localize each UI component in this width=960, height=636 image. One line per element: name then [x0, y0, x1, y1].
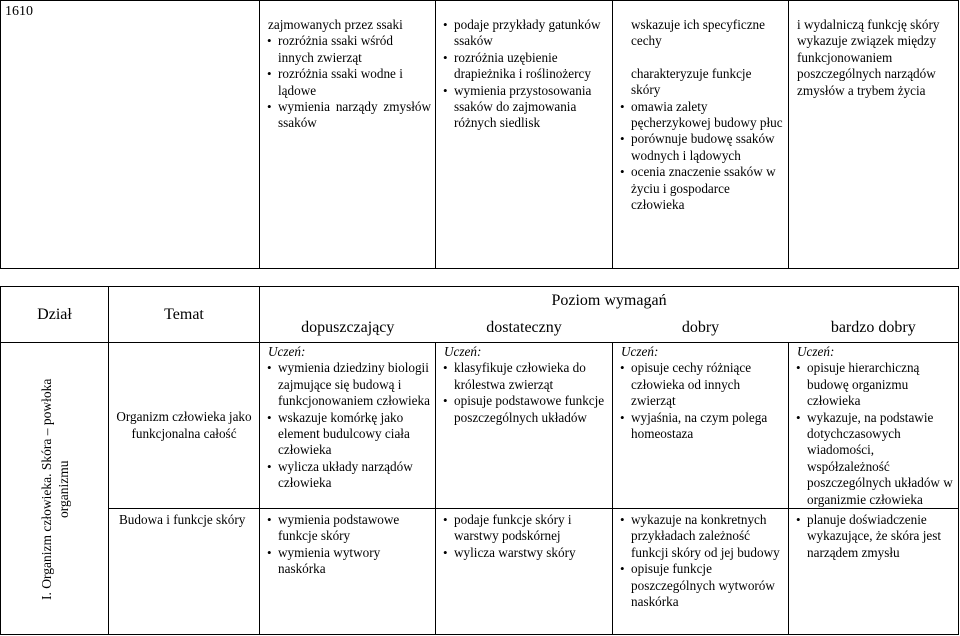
- req-item: • opisuje cechy różniące człowieka od innych zwierząt: [631, 360, 784, 409]
- uczen-label: Uczeń:: [444, 344, 482, 359]
- dzial-cell: [1, 343, 109, 635]
- req-item: • rozróżnia ssaki wodne i lądowe: [278, 66, 431, 99]
- req-item: • wymienia dziedziny biologii zajmujące się budową i funkcjonowaniem człowieka: [278, 360, 431, 409]
- row1-dobry: [613, 343, 789, 509]
- req-item: • wykazuje na konkretnych przykładach zależność funkcji skóry od jej budowy: [631, 512, 784, 561]
- page-number: 1610: [5, 4, 33, 19]
- continued-requirements-table: [0, 0, 959, 269]
- req-item: • opisuje podstawowe funkcje poszczególnych układów: [454, 393, 608, 426]
- topic-title: Organizm człowieka jako funkcjonalna całość: [116, 409, 252, 441]
- level-dostateczny: dostateczny: [436, 315, 613, 343]
- req-item: • rozróżnia ssaki wśród innych zwierząt: [278, 33, 431, 66]
- header-poziom-wymagan: Poziom wymagań: [260, 287, 959, 315]
- req-item: • porównuje budowę ssaków wodnych i lądowych: [631, 131, 784, 164]
- req-item: i wydalniczą funkcję skóry: [797, 17, 940, 32]
- page-number-cell: [1, 1, 260, 269]
- top-dobry-cell: [613, 1, 789, 269]
- req-item: wykazuje związek między funkcjonowaniem poszczególnych narządów zmysłów a trybem życia: [797, 33, 937, 98]
- level-bardzo-dobry: bardzo dobry: [789, 315, 959, 343]
- uczen-label: Uczeń:: [268, 344, 306, 359]
- req-item: wskazuje ich specyficzne cechy: [631, 17, 766, 49]
- level-dopuszczajacy: dopuszczający: [260, 315, 436, 343]
- row2-bardzo-dobry: [789, 509, 959, 635]
- req-item: • omawia zalety pęcherzykowej budowy płuc: [631, 99, 784, 132]
- req-item: • wymienia podstawowe funkcje skóry: [278, 512, 431, 545]
- top-dopuszczajacy-cell: [260, 1, 436, 269]
- temat-cell: [109, 343, 260, 509]
- row1-bardzo-dobry: [789, 343, 959, 509]
- req-item: charakteryzuje funkcje skóry: [631, 65, 752, 98]
- row1-dostateczny: [436, 343, 613, 509]
- req-item: • ocenia znaczenie ssaków w życiu i gospodarce człowieka: [631, 164, 784, 213]
- req-item: • wskazuje komórkę jako element budulcowy ciała człowieka: [278, 410, 431, 459]
- requirements-table: [0, 286, 959, 635]
- header-dzial: Dział: [1, 287, 109, 343]
- temat-cell: [109, 509, 260, 635]
- req-item: • wymienia przystosowania ssaków do zajmowania różnych siedlisk: [454, 83, 608, 132]
- row2-dostateczny: [436, 509, 613, 635]
- uczen-label: Uczeń:: [621, 344, 659, 359]
- row2-dobry: [613, 509, 789, 635]
- top-dostateczny-cell: [436, 1, 613, 269]
- req-item: • wymienia narządy zmysłów ssaków: [278, 99, 431, 132]
- req-item: • wylicza układy narządów człowieka: [278, 459, 431, 492]
- req-item: • podaje przykłady gatunków ssaków: [454, 17, 608, 50]
- top-bardzo-dobry-cell: [789, 1, 959, 269]
- req-item: • wylicza warstwy skóry: [454, 545, 608, 561]
- req-item: • opisuje hierarchiczną budowę organizmu człowieka: [807, 360, 954, 409]
- topic-title: Budowa i funkcje skóry: [119, 512, 246, 528]
- req-item: • klasyfikuje człowieka do królestwa zwierząt: [454, 360, 608, 393]
- req-item: • wyjaśnia, na czym polega homeostaza: [631, 410, 784, 443]
- req-item: • wykazuje, na podstawie dotychczasowych wiadomości, współzależność poszczególnych układów w organizmie człowieka: [807, 410, 954, 508]
- req-item: • podaje funkcje skóry i warstwy podskórnej: [454, 512, 608, 545]
- req-item: • planuje doświadczenie wykazujące, że skóra jest narządem zmysłu: [807, 512, 954, 561]
- level-dobry: dobry: [613, 315, 789, 343]
- req-item: zajmowanych przez ssaki: [268, 17, 403, 32]
- req-item: • opisuje funkcje poszczególnych wytworów naskórka: [631, 561, 784, 610]
- dzial-title: I. Organizm człowieka. Skóra – powłoka organizmu: [38, 377, 71, 600]
- row1-dopuszczajacy: [260, 343, 436, 509]
- req-item: • rozróżnia uzębienie drapieżnika i roślinożercy: [454, 50, 608, 83]
- req-item: • wymienia wytwory naskórka: [278, 545, 431, 578]
- header-temat: Temat: [109, 287, 260, 343]
- row2-dopuszczajacy: [260, 509, 436, 635]
- uczen-label: Uczeń:: [797, 344, 835, 359]
